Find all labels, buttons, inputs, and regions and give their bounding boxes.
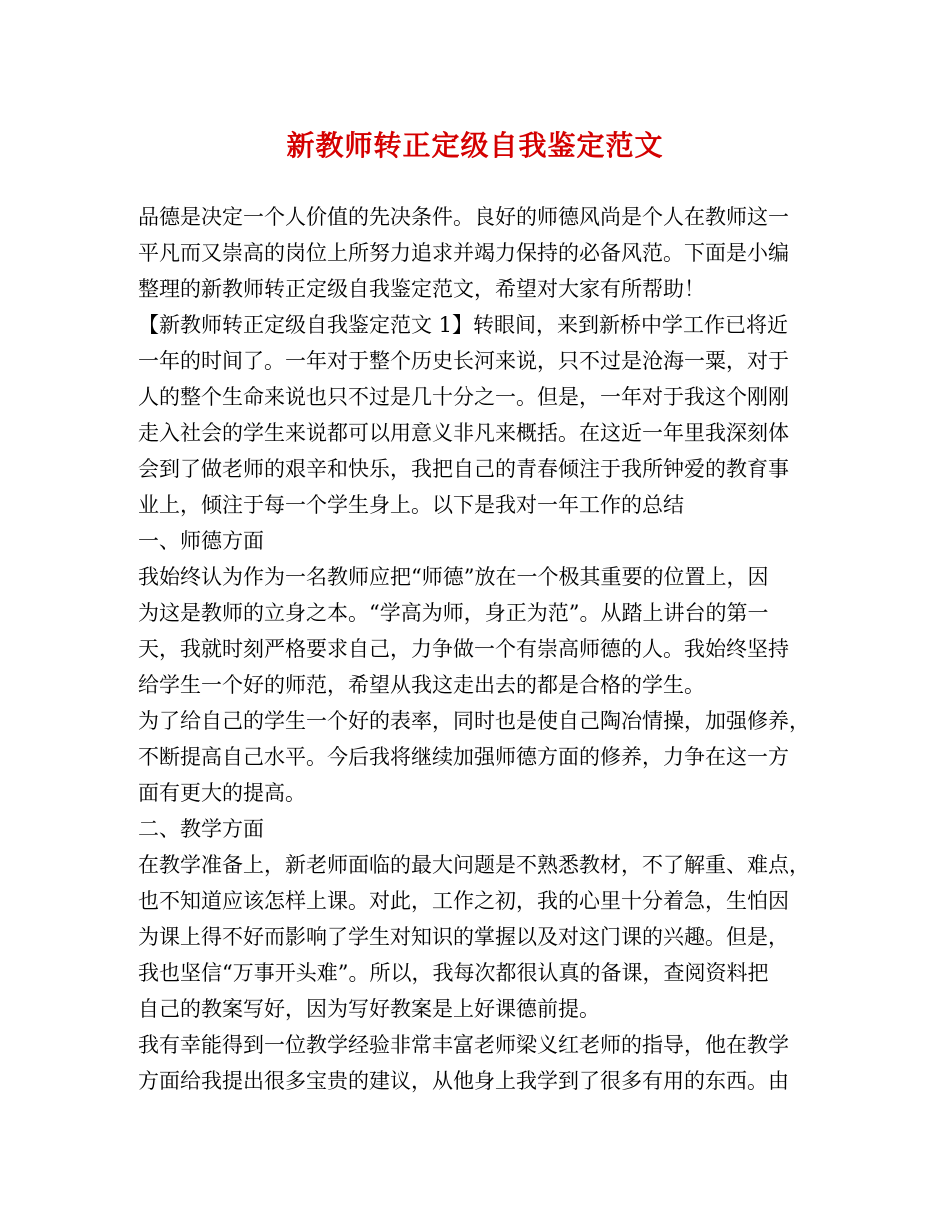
text-line: 我也坚信“万事开头难”。所以，我每次都很认真的备课，查阅资料把	[138, 961, 769, 985]
text-line: 我始终认为作为一名教师应把“师德”放在一个极其重要的位置上，因	[138, 565, 769, 589]
text-line: 也不知道应该怎样上课。对此，工作之初，我的心里十分着急，生怕因	[138, 889, 789, 913]
text-line: 会到了做老师的艰辛和快乐，我把自己的青春倾注于我所钟爱的教育事	[138, 457, 789, 481]
text-line: 【新教师转正定级自我鉴定范文 1】转眼间，来到新桥中学工作已将近	[138, 313, 789, 337]
document-body	[138, 199, 818, 1099]
text-line: 走入社会的学生来说都可以用意义非凡来概括。在这近一年里我深刻体	[138, 421, 789, 445]
text-line: 整理的新教师转正定级自我鉴定范文，希望对大家有所帮助！	[138, 277, 705, 301]
text-line: 平凡而又崇高的岗位上所努力追求并竭力保持的必备风范。下面是小编	[138, 241, 789, 265]
text-line: 面有更大的提高。	[138, 781, 306, 805]
text-line: 为了给自己的学生一个好的表率，同时也是使自己陶冶情操，加强修养，	[138, 709, 810, 733]
text-line: 方面给我提出很多宝贵的建议，从他身上我学到了很多有用的东西。由	[138, 1069, 789, 1093]
text-line: 天，我就时刻严格要求自己，力争做一个有崇高师德的人。我始终坚持	[138, 637, 789, 661]
text-line: 业上，倾注于每一个学生身上。以下是我对一年工作的总结	[138, 493, 684, 517]
text-line: 一年的时间了。一年对于整个历史长河来说，只不过是沧海一粟，对于	[138, 349, 789, 373]
text-line: 品德是决定一个人价值的先决条件。良好的师德风尚是个人在教师这一	[138, 205, 789, 229]
text-line: 不断提高自己水平。今后我将继续加强师德方面的修养，力争在这一方	[138, 745, 789, 769]
text-line: 我有幸能得到一位教学经验非常丰富老师梁义红老师的指导，他在教学	[138, 1033, 789, 1057]
text-line: 在教学准备上，新老师面临的最大问题是不熟悉教材，不了解重、难点，	[138, 853, 810, 877]
text-line: 自己的教案写好，因为写好教案是上好课德前提。	[138, 997, 600, 1021]
text-line: 为课上得不好而影响了学生对知识的掌握以及对这门课的兴趣。但是，	[138, 925, 789, 949]
document-title: 新教师转正定级自我鉴定范文	[286, 129, 664, 162]
text-line: 人的整个生命来说也只不过是几十分之一。但是，一年对于我这个刚刚	[138, 385, 789, 409]
text-line: 为这是教师的立身之本。“学高为师，身正为范”。从踏上讲台的第一	[138, 601, 769, 625]
text-line: 给学生一个好的师范，希望从我这走出去的都是合格的学生。	[138, 673, 705, 697]
text-line: 一、师德方面	[138, 529, 264, 553]
text-line: 二、教学方面	[138, 817, 264, 841]
